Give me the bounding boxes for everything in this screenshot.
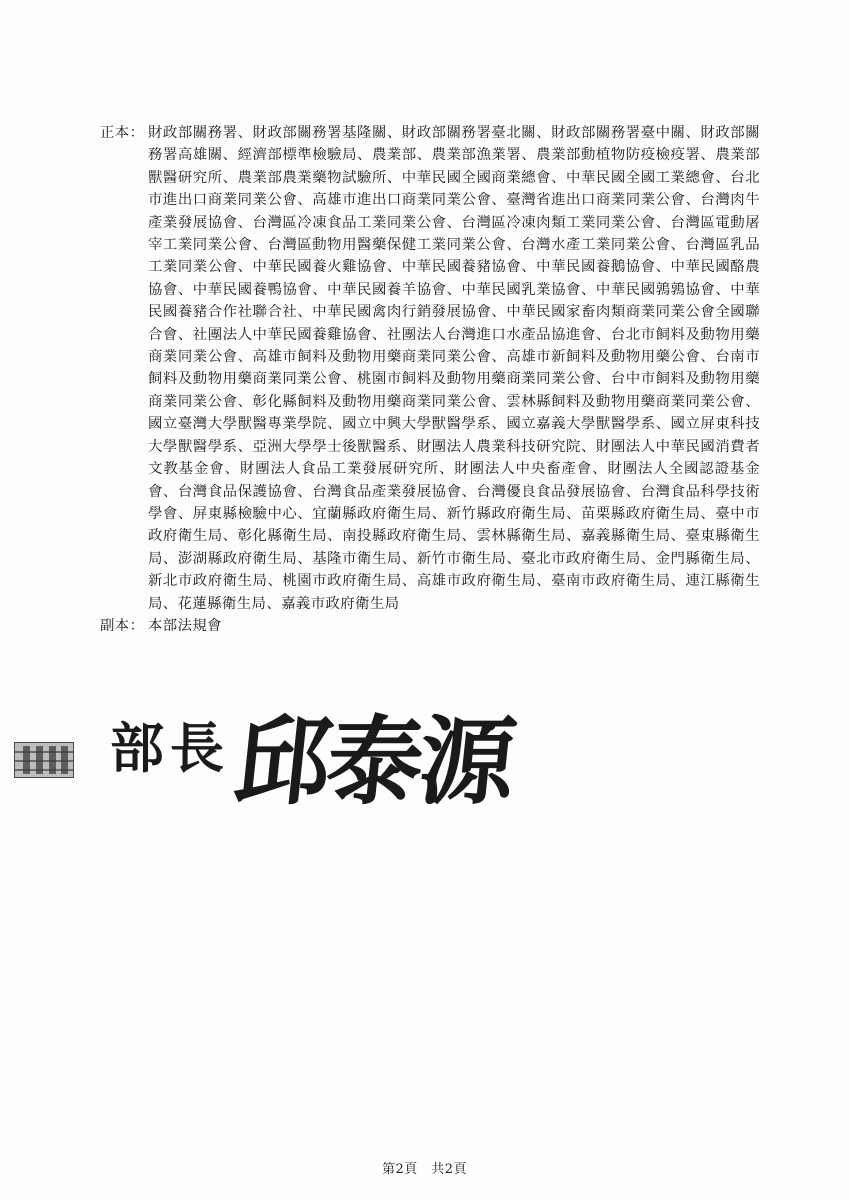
primary-recipients [100,122,760,615]
minister-signature [110,690,530,818]
signature-title: 部長 [110,716,230,780]
copy-recipients [100,615,760,637]
page-indicator: 第2頁 共2頁 [381,1162,468,1177]
primary-recipients-list: 財政部關務署、財政部關務署基隆關、財政部關務署臺北關、財政部關務署臺中關、財政部關務署高雄關、經濟部標準檢驗局、農業部、農業部漁業署、農業部動植物防疫檢疫署、農業部獸醫研究所、農業部農業藥物試驗所、中華民國全國商業總會、中華民國全國工業總會、台北市進出口商業同業公會、高雄市進出口商業同業公會、臺灣省進出口商業同業公會、台灣肉牛產業發展協會、台灣區冷凍食品工業同業公會、台灣區冷凍肉類工業同業公會、台灣區電動屠宰工業同業公會、台灣區動物用醫藥保健工業同業公會、台灣水產工業同業公會、台灣區乳品工業同業公會、中華民國養火雞協會、中華民國養豬協會、中華民國養鵝協會、中華民國酪農協會、中華民國養鴨協會、中華民國養羊協會、中華民國乳業協會、中華民國鶉鶉協會、中華民國養豬合作社聯合社、中華民國禽肉行銷發展協會、中華民國家畜肉類商業同業公會全國聯合會、社團法人中華民國養雞協會、社團法人台灣進口水產品協進會、台北市飼料及動物用藥商業同業公會、高雄市飼料及動物用藥商業同業公會、高雄市新飼料及動物用藥公會、台南市飼料及動物用藥商業同業公會、桃園市飼料及動物用藥商業同業公會、台中市飼料及動物用藥商業同業公會、彰化縣飼料及動物用藥商業同業公會、雲林縣飼料及動物用藥商業同業公會、國立臺灣大學獸醫專業學院、國立中興大學獸醫學系、國立嘉義大學獸醫學系、國立屏東科技大學獸醫學系、亞洲大學學士後獸醫系、財團法人農業科技研究院、財團法人中華民國消費者文教基金會、財團法人食品工業發展研究所、財團法人中央畜產會、財團法人全國認證基金會、台灣食品保護協會、台灣食品產業發展協會、台灣優良食品發展協會、台灣食品科學技術學會、屏東縣檢驗中心、宜蘭縣政府衛生局、新竹縣政府衛生局、苗栗縣政府衛生局、臺中市政府衛生局、彰化縣衛生局、南投縣政府衛生局、雲林縣衛生局、嘉義縣衛生局、臺東縣衛生局、澎湖縣政府衛生局、基隆市衛生局、新竹市衛生局、臺北市政府衛生局、金門縣衛生局、新北市政府衛生局、桃園市政府衛生局、高雄市政府衛生局、臺南市政府衛生局、連江縣衛生局、花蓮縣衛生局、嘉義市政府衛生局 [148,125,760,612]
recipient-block [100,122,760,637]
signature-name: 邱泰源 [229,705,518,818]
copy-recipients-list: 本部法規會 [148,617,222,634]
copy-recipients-label: 副本： [100,617,145,634]
primary-recipients-label: 正本： [100,125,145,141]
seal-stamp-icon [14,742,74,778]
page-footer [0,1158,849,1177]
